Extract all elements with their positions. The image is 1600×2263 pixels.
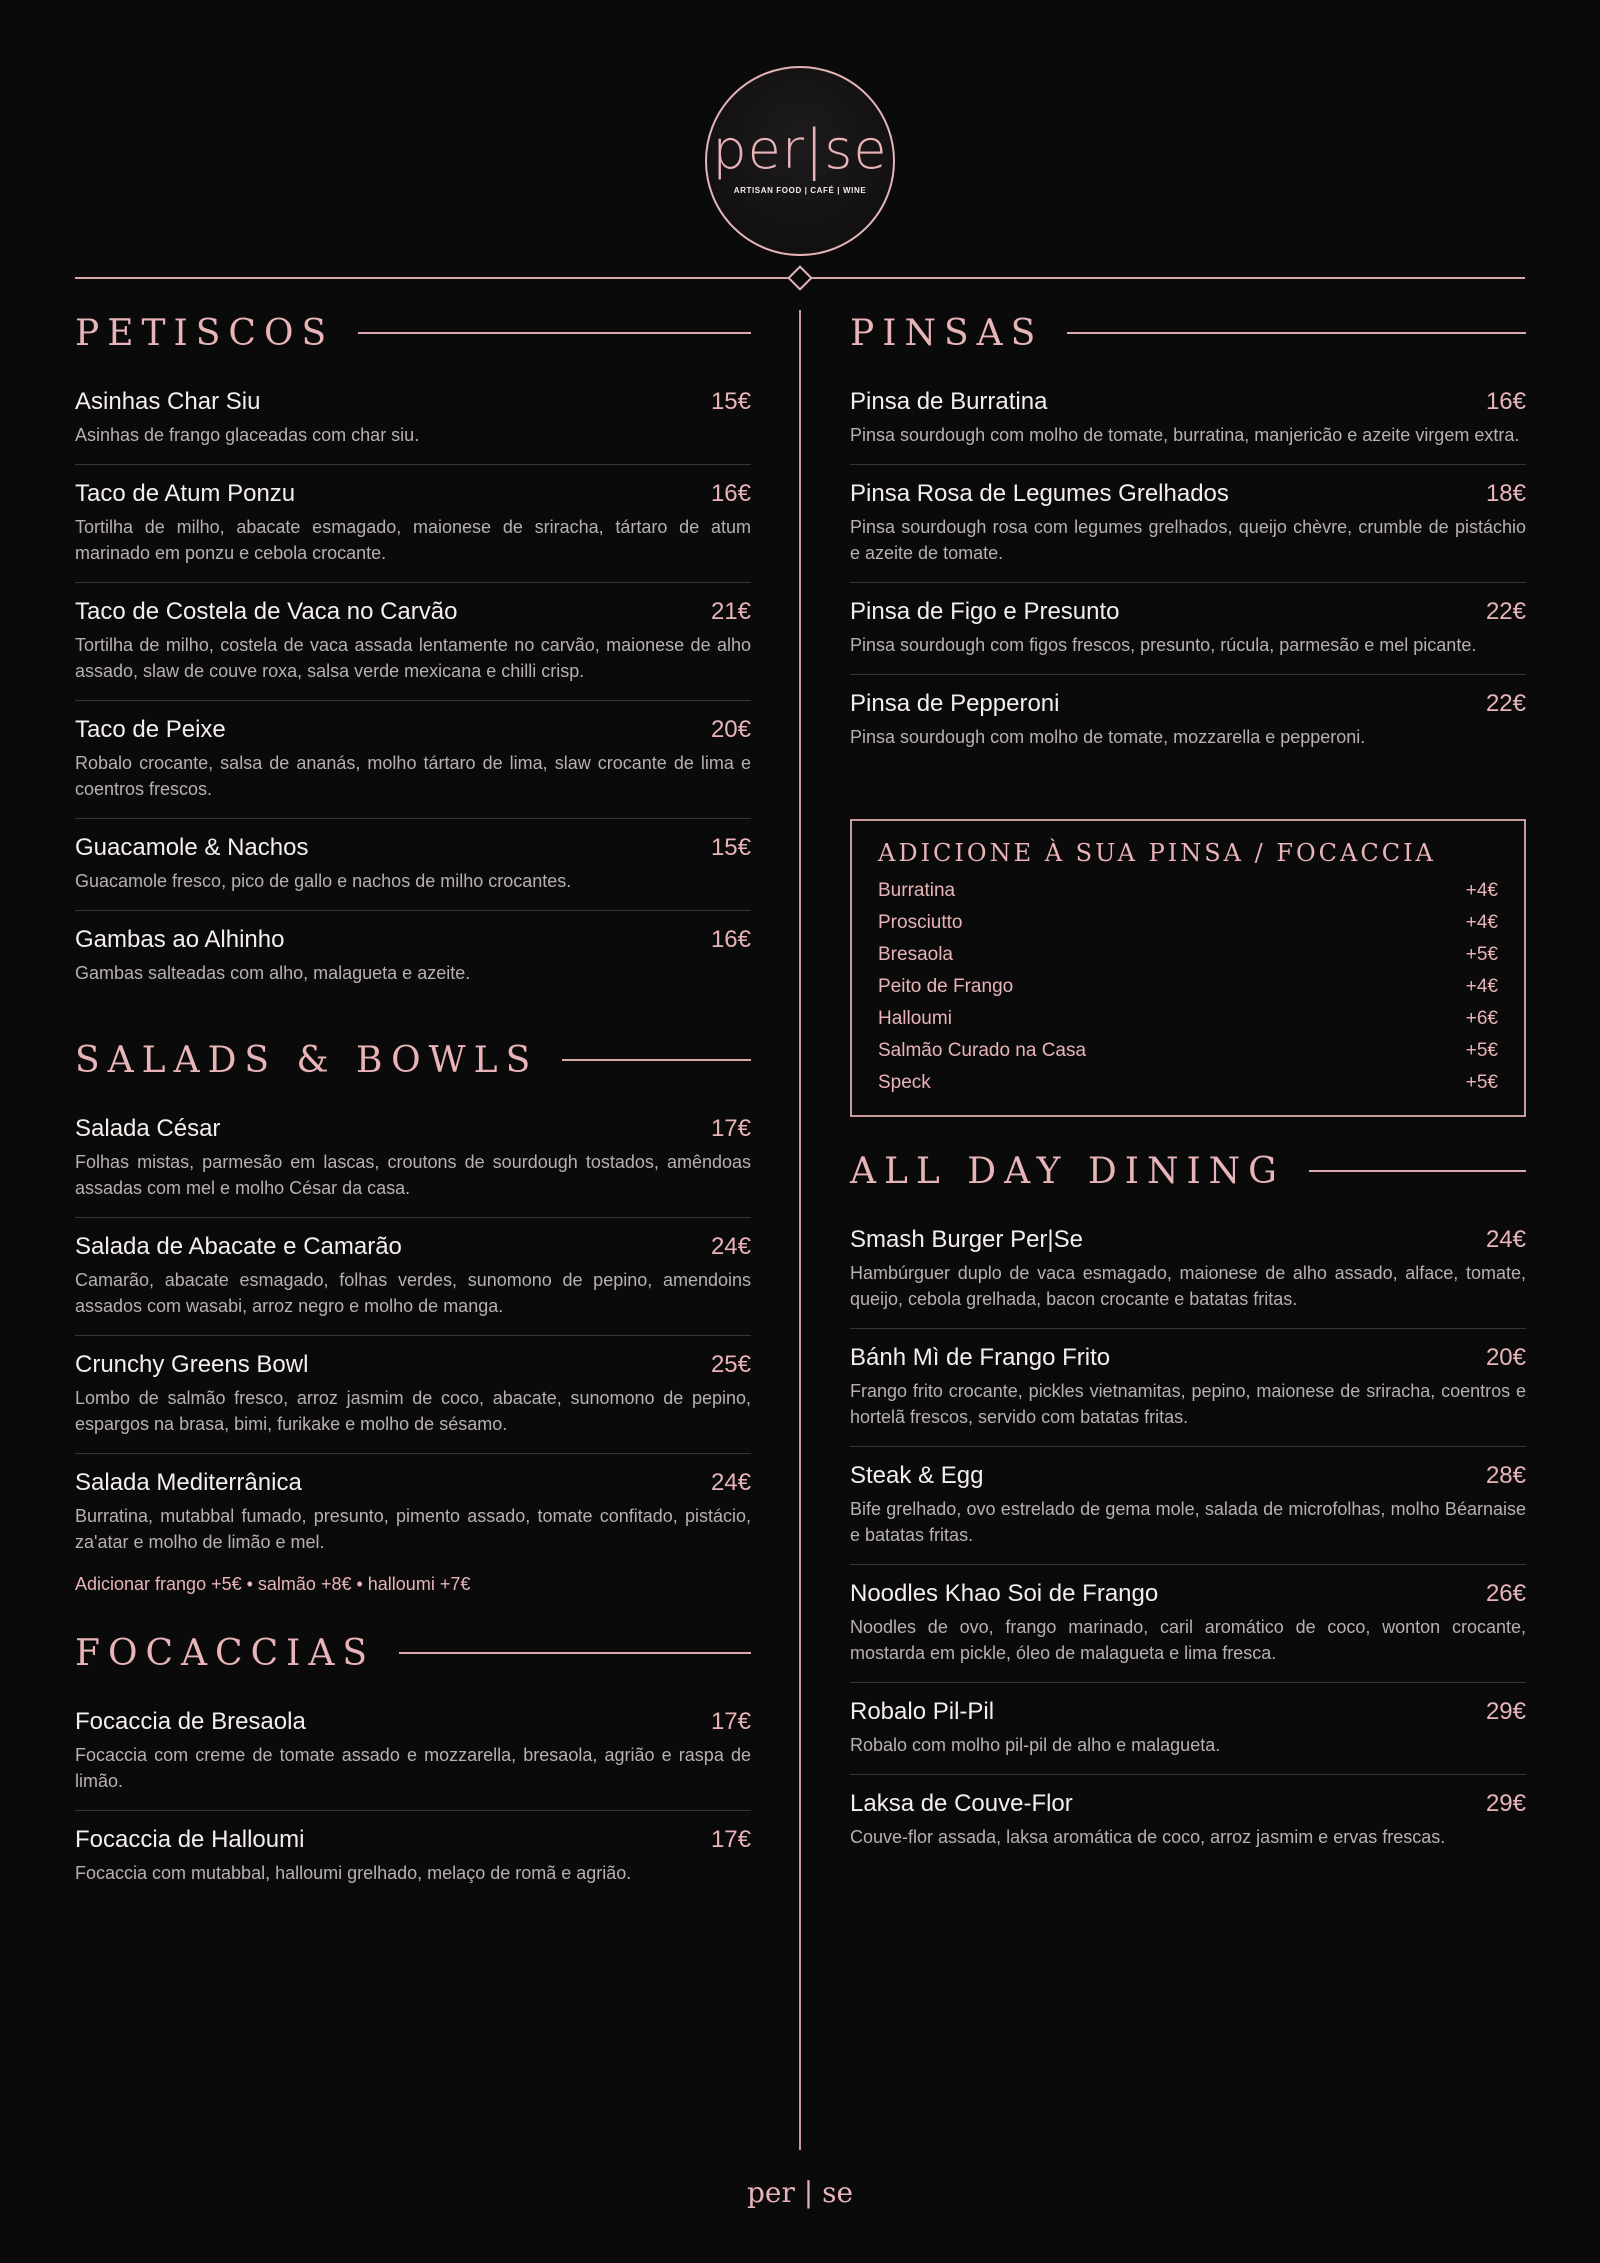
item-description: Focaccia com mutabbal, halloumi grelhado, melaço de romã e agrião. [75, 1863, 632, 1883]
item-description: Robalo com molho pil-pil de alho e malagueta. [850, 1735, 1221, 1755]
item-name: Salada de Abacate e Camarão [75, 1233, 402, 1260]
item-name: Smash Burger Per|Se [850, 1226, 1084, 1253]
section-focaccias [75, 1623, 751, 1902]
section-rule [399, 1652, 751, 1654]
extra-row [878, 939, 1498, 971]
item-description: Asinhas de frango glaceadas com char siu. [75, 425, 420, 445]
item-name: Guacamole & Nachos [75, 834, 309, 861]
menu-item [850, 1565, 1526, 1683]
menu-item [850, 1683, 1526, 1775]
item-name: Crunchy Greens Bowl [75, 1351, 309, 1378]
section-header [850, 1141, 1526, 1201]
item-description: Pinsa sourdough com molho de tomate, burratina, manjericão e azeite virgem extra. [850, 425, 1520, 445]
menu-item [850, 373, 1526, 465]
item-price: 16€ [710, 926, 751, 953]
item-price: 21€ [710, 598, 751, 625]
item-name: Taco de Atum Ponzu [75, 480, 296, 507]
section-all-day-dining [850, 1141, 1526, 1866]
section-rule [1067, 332, 1526, 334]
item-name: Robalo Pil-Pil [850, 1698, 995, 1725]
item-price: 25€ [710, 1351, 751, 1378]
item-name: Laksa de Couve-Flor [850, 1790, 1073, 1817]
item-list [75, 1693, 751, 1902]
item-name: Taco de Costela de Vaca no Carvão [75, 598, 458, 625]
item-description: Gambas salteadas com alho, malagueta e azeite. [75, 963, 471, 983]
item-price: 28€ [1485, 1462, 1526, 1489]
extra-name: Bresaola [878, 944, 953, 965]
menu-item [850, 1211, 1526, 1329]
section-salads-bowls [75, 1030, 751, 1597]
item-price: 24€ [710, 1233, 751, 1260]
item-name: Focaccia de Bresaola [75, 1708, 306, 1735]
menu-item [75, 819, 751, 911]
section-rule [1309, 1170, 1526, 1172]
item-price: 15€ [710, 388, 751, 415]
item-price: 16€ [710, 480, 751, 507]
menu-item [850, 465, 1526, 583]
item-name: Salada César [75, 1115, 221, 1142]
menu-item [75, 1693, 751, 1811]
extra-name: Halloumi [878, 1008, 952, 1029]
menu-item [850, 675, 1526, 766]
menu-item [75, 373, 751, 465]
extra-price: +5€ [1465, 1040, 1498, 1061]
item-price: 17€ [710, 1826, 751, 1853]
logo-wordmark: per|se [712, 118, 888, 181]
item-price: 24€ [710, 1469, 751, 1496]
item-description: Robalo crocante, salsa de ananás, molho tártaro de lima, slaw crocante de lima e coentros frescos. [75, 753, 751, 799]
item-list [850, 373, 1526, 766]
item-price: 17€ [710, 1115, 751, 1142]
item-price: 20€ [1485, 1344, 1526, 1371]
menu-item [75, 1336, 751, 1454]
extras-title: ADICIONE À SUA PINSA / FOCACCIA [878, 839, 1436, 867]
menu-item [850, 1329, 1526, 1447]
extra-price: +6€ [1465, 1008, 1498, 1029]
menu-item [75, 701, 751, 819]
item-name: Gambas ao Alhinho [75, 926, 285, 953]
item-price: 16€ [1485, 388, 1526, 415]
item-price: 20€ [710, 716, 751, 743]
menu-item [850, 583, 1526, 675]
extra-name: Prosciutto [878, 912, 963, 933]
menu-item [850, 1447, 1526, 1565]
extra-price: +4€ [1465, 912, 1498, 933]
extra-name: Salmão Curado na Casa [878, 1040, 1087, 1061]
footer-wordmark: per | se [746, 2176, 854, 2209]
menu-item [75, 1100, 751, 1218]
menu-item [850, 1775, 1526, 1866]
section-rule [562, 1059, 751, 1061]
item-description: Guacamole fresco, pico de gallo e nachos de milho crocantes. [75, 871, 572, 891]
add-protein-note: Adicionar frango +5€ • salmão +8€ • halloumi +7€ [75, 1574, 471, 1594]
section-rule [358, 332, 751, 334]
item-description: Couve-flor assada, laksa aromática de coco, arroz jasmim e ervas frescas. [850, 1827, 1446, 1847]
item-description: Noodles de ovo, frango marinado, caril aromático de coco, wonton crocante, mostarda em pickle, óleo de malagueta e lima fresca. [850, 1617, 1526, 1663]
item-description: Tortilha de milho, abacate esmagado, maionese de sriracha, tártaro de atum marinado em ponzu e cebola crocante. [75, 517, 751, 563]
extra-name: Speck [878, 1072, 931, 1093]
section-header [75, 1623, 751, 1683]
section-header [850, 303, 1526, 363]
item-price: 24€ [1485, 1226, 1526, 1253]
item-description: Tortilha de milho, costela de vaca assada lentamente no carvão, maionese de alho assado, slaw de couve roxa, salsa verde mexicana e chilli crisp. [75, 635, 751, 681]
extra-price: +5€ [1465, 1072, 1498, 1093]
section-title: PETISCOS [75, 312, 335, 354]
extra-row [878, 907, 1498, 939]
item-name: Steak & Egg [850, 1462, 984, 1489]
section-petiscos [75, 303, 751, 1002]
item-name: Taco de Peixe [75, 716, 226, 743]
section-header [75, 303, 751, 363]
item-name: Bánh Mì de Frango Frito [850, 1344, 1111, 1371]
diamond-ornament-icon [787, 265, 812, 290]
item-description: Pinsa sourdough com figos frescos, presunto, rúcula, parmesão e mel picante. [850, 635, 1477, 655]
column-divider [799, 310, 801, 2150]
menu-item [75, 1454, 751, 1571]
item-list [75, 373, 751, 1002]
extra-price: +5€ [1465, 944, 1498, 965]
item-list [850, 1211, 1526, 1866]
item-price: 29€ [1485, 1790, 1526, 1817]
section-title: ALL DAY DINING [850, 1150, 1285, 1192]
item-name: Salada Mediterrânica [75, 1469, 302, 1496]
extra-name: Burratina [878, 880, 956, 901]
item-price: 22€ [1485, 690, 1526, 717]
item-price: 22€ [1485, 598, 1526, 625]
item-description: Burratina, mutabbal fumado, presunto, pimento assado, tomate confitado, pistácio, za'atar e molho de limão e mel. [75, 1506, 751, 1552]
item-list [75, 1100, 751, 1571]
item-price: 18€ [1485, 480, 1526, 507]
item-description: Lombo de salmão fresco, arroz jasmim de coco, abacate, sunomono de pepino, espargos na brasa, bimi, furikake e molho de sésamo. [75, 1388, 751, 1434]
section-title: PINSAS [850, 312, 1044, 354]
item-name: Noodles Khao Soi de Frango [850, 1580, 1159, 1607]
item-price: 26€ [1485, 1580, 1526, 1607]
item-price: 29€ [1485, 1698, 1526, 1725]
extra-row [878, 875, 1498, 907]
extra-row [878, 1067, 1498, 1099]
menu-item [75, 1218, 751, 1336]
section-pinsas [850, 303, 1526, 766]
menu-item [75, 465, 751, 583]
item-name: Pinsa de Pepperoni [850, 690, 1060, 717]
extra-row [878, 1035, 1498, 1067]
section-title: FOCACCIAS [75, 1632, 376, 1674]
extra-row [878, 971, 1498, 1003]
item-description: Pinsa sourdough com molho de tomate, mozzarella e pepperoni. [850, 727, 1366, 747]
item-price: 17€ [710, 1708, 751, 1735]
item-name: Pinsa de Figo e Presunto [850, 598, 1120, 625]
item-description: Focaccia com creme de tomate assado e mozzarella, bresaola, agrião e raspa de limão. [75, 1745, 751, 1791]
item-name: Asinhas Char Siu [75, 388, 261, 415]
item-description: Pinsa sourdough rosa com legumes grelhados, queijo chèvre, crumble de pistáchio e azeite de tomate. [850, 517, 1526, 563]
item-name: Focaccia de Halloumi [75, 1826, 305, 1853]
extras-box [850, 819, 1526, 1117]
extra-price: +4€ [1465, 976, 1498, 997]
extra-price: +4€ [1465, 880, 1498, 901]
menu-item [75, 911, 751, 1002]
item-price: 15€ [710, 834, 751, 861]
logo-badge [705, 66, 895, 256]
item-description: Bife grelhado, ovo estrelado de gema mole, salada de microfolhas, molho Béarnaise e batatas fritas. [850, 1499, 1526, 1545]
logo-tagline: ARTISAN FOOD | CAFÉ | WINE [733, 186, 867, 195]
item-description: Folhas mistas, parmesão em lascas, croutons de sourdough tostados, amêndoas assadas com mel e molho César da casa. [75, 1152, 751, 1198]
section-header [75, 1030, 751, 1090]
extra-row [878, 1003, 1498, 1035]
item-name: Pinsa Rosa de Legumes Grelhados [850, 480, 1229, 507]
menu-item [75, 1811, 751, 1902]
extra-name: Peito de Frango [878, 976, 1014, 997]
item-description: Hambúrguer duplo de vaca esmagado, maionese de alho assado, alface, tomate, queijo, cebola grelhada, bacon crocante e batatas fritas. [850, 1263, 1526, 1309]
item-description: Frango frito crocante, pickles vietnamitas, pepino, maionese de sriracha, coentros e hortelã frescos, servido com batatas fritas. [850, 1381, 1526, 1427]
item-name: Pinsa de Burratina [850, 388, 1048, 415]
item-description: Camarão, abacate esmagado, folhas verdes, sunomono de pepino, amendoins assados com wasabi, arroz negro e molho de manga. [75, 1270, 751, 1316]
section-title: SALADS & BOWLS [75, 1039, 539, 1081]
menu-item [75, 583, 751, 701]
